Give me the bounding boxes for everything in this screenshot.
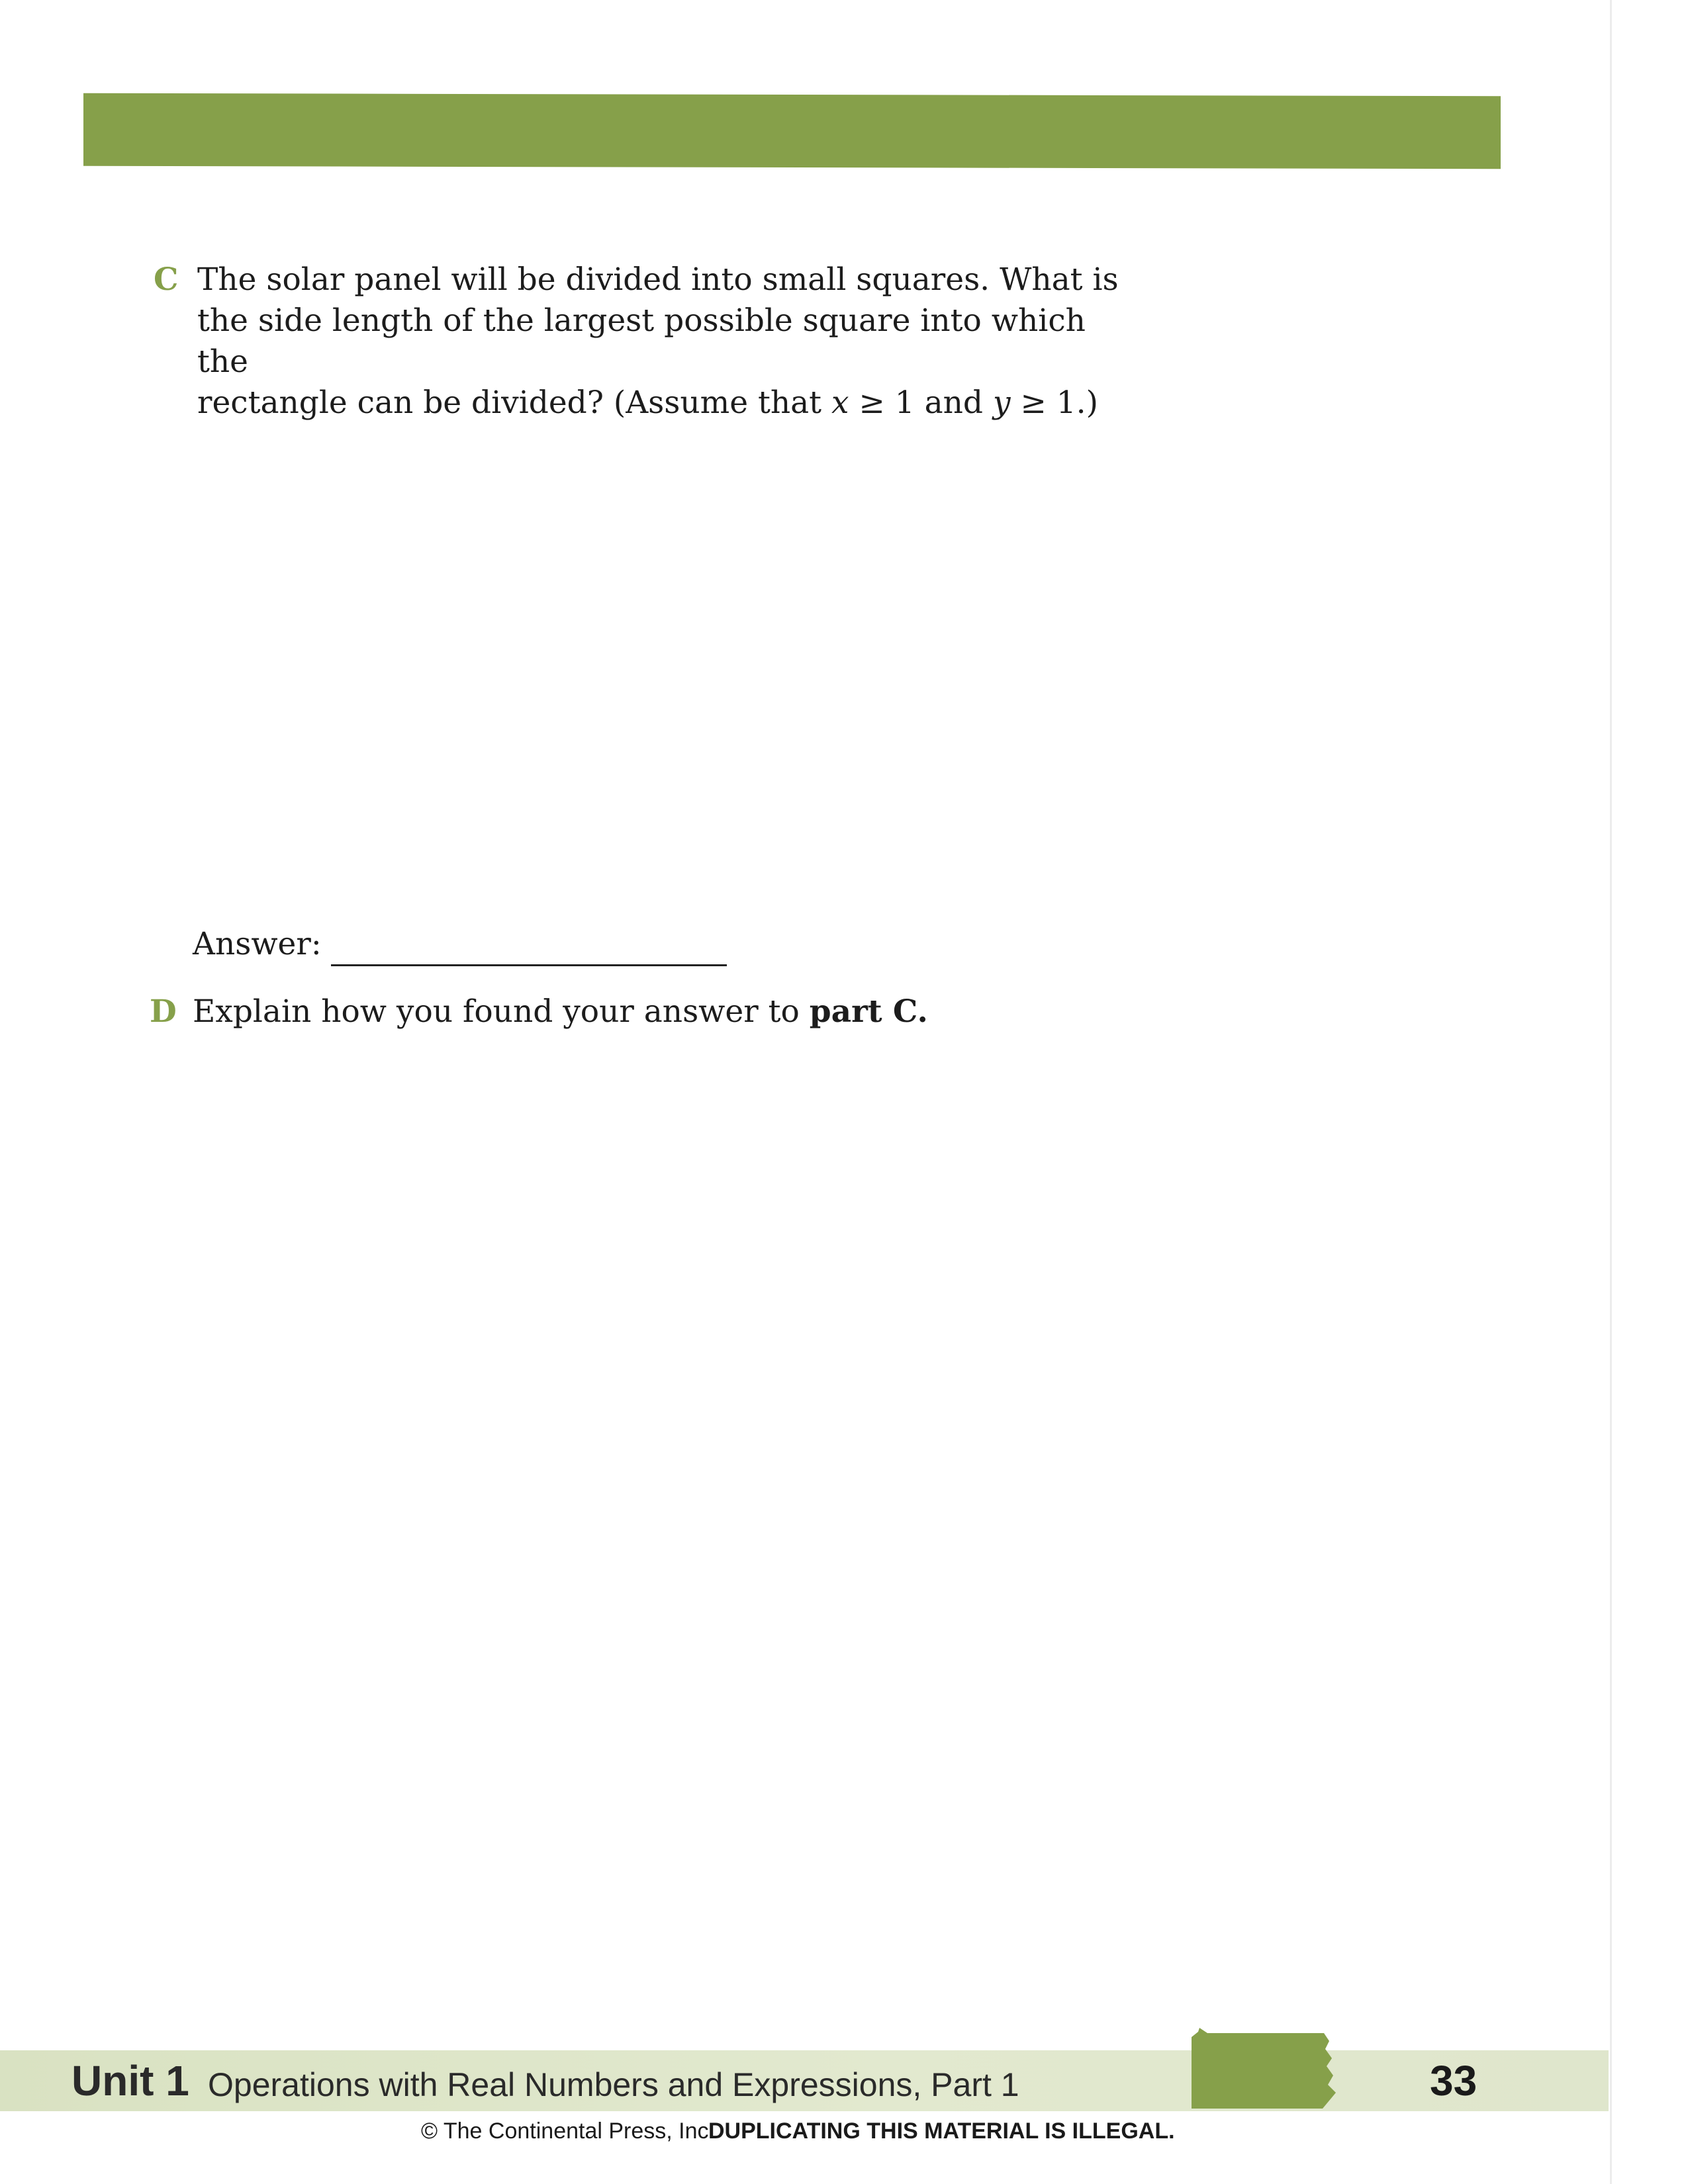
footer-unit-label: Unit 1 — [71, 2057, 189, 2105]
question-d-letter: D — [150, 993, 177, 1030]
question-c-line-2: the side length of the largest possible square into which the — [197, 302, 1086, 380]
question-c-text — [197, 259, 1137, 424]
page-edge-divider — [1610, 0, 1612, 2184]
question-d-bold-ref: part C. — [809, 993, 928, 1030]
question-c-letter: C — [154, 261, 179, 298]
question-d-text — [193, 991, 1186, 1032]
variable-y: y — [992, 385, 1011, 421]
header-color-band — [83, 93, 1501, 169]
question-c-line-1: The solar panel will be divided into small squares. What is — [197, 261, 1119, 298]
answer-blank-line[interactable] — [331, 964, 727, 966]
condition-y: ≥ 1.) — [1010, 385, 1098, 421]
answer-label: Answer: — [193, 926, 322, 962]
page-number: 33 — [1430, 2057, 1477, 2105]
question-d-prefix: Explain how you found your answer to — [193, 993, 810, 1030]
duplication-warning: DUPLICATING THIS MATERIAL IS ILLEGAL. — [708, 2118, 1175, 2144]
pennsylvania-state-icon — [1188, 2026, 1341, 2113]
copyright-text: © The Continental Press, Inc. — [421, 2118, 715, 2144]
footer-unit-title: Operations with Real Numbers and Expressions, Part 1 — [208, 2066, 1019, 2103]
variable-x: x — [831, 385, 849, 421]
question-c-line-3-prefix: rectangle can be divided? (Assume that — [197, 385, 831, 421]
condition-x: ≥ 1 and — [849, 385, 993, 421]
